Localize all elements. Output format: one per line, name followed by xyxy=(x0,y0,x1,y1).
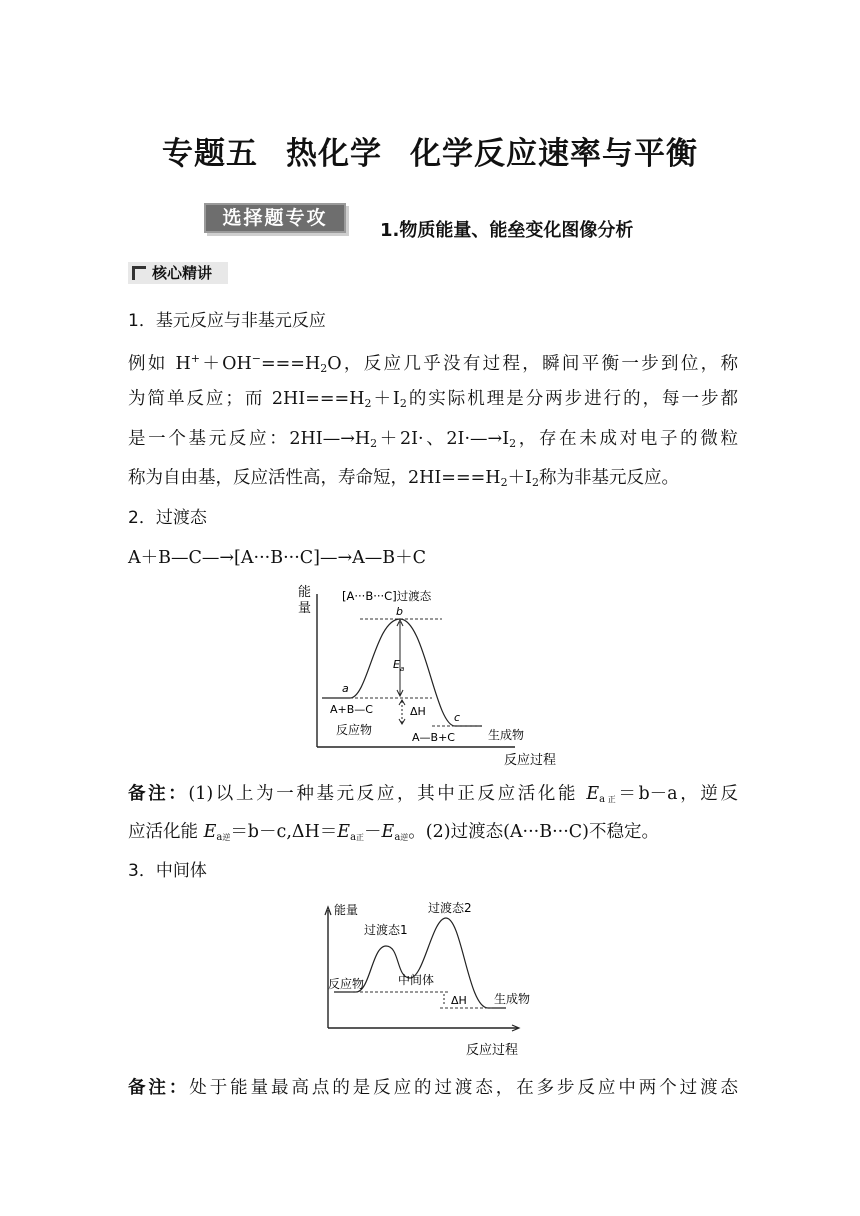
title-part-3: 化学反应速率与平衡 xyxy=(410,136,698,172)
equation-1: A＋B—C—→[A···B···C]—→A—B＋C xyxy=(128,548,427,568)
dh-label: ΔH xyxy=(410,705,426,718)
para1-line1: 例如 $H^++OH^-===H_2O$，反应几乎没有过程，瞬间平衡一步到位，称 xyxy=(128,352,738,375)
title-part-2: 热化学 xyxy=(286,136,382,172)
para1-line2: 为简单反应；而 $2HI===H_2+I_2$的实际机理是分两步进行的，每一步都 xyxy=(128,389,738,410)
heading-1: 1．基元反应与非基元反应 xyxy=(128,311,326,331)
product-label-2: 生成物 xyxy=(488,728,525,742)
reactant-label: A+B—C xyxy=(330,703,373,716)
ts2-label: 过渡态2 xyxy=(428,901,472,915)
para1-line4: 称为自由基，反应活性高，寿命短，$2HI===H_2+I_2$称为非基元反应。 xyxy=(128,468,679,489)
point-b: b xyxy=(396,605,403,618)
y-label-1: 能 xyxy=(298,585,312,600)
intermediate-label: 中间体 xyxy=(398,973,435,987)
product-label: A—B+C xyxy=(412,731,455,744)
note1-line1: 备注：(1)以上为一种基元反应，其中正反应活化能 Ea正＝b－a，逆反 xyxy=(128,784,738,805)
y-label-2: 能量 xyxy=(334,903,359,917)
heading-2: 2．过渡态 xyxy=(128,508,207,528)
y-label-2: 量 xyxy=(298,601,312,616)
ea-label: $E_a$ xyxy=(393,658,405,673)
section-badge: 选择题专攻 xyxy=(204,203,346,233)
section-subtitle: 1.物质能量、能垒变化图像分析 xyxy=(380,220,634,241)
core-label xyxy=(128,262,228,284)
x-label-2: 反应过程 xyxy=(466,1043,519,1058)
heading-3: 3．中间体 xyxy=(128,861,207,881)
energy-diagram-1 xyxy=(290,582,590,770)
core-label-text: 核心精讲 xyxy=(152,264,213,282)
reactant-label-2: 反应物 xyxy=(336,723,373,737)
page-title xyxy=(0,128,860,173)
note1-line2: 应活化能 Ea逆＝b－c,ΔH＝Ea正－Ea逆。(2)过渡态(A···B···C)不稳定。 xyxy=(128,822,659,843)
ts1-label: 过渡态1 xyxy=(364,923,408,937)
title-part-1: 专题五 xyxy=(162,136,258,172)
point-c: c xyxy=(454,711,461,724)
ts-label: [A···B···C]过渡态 xyxy=(342,589,432,603)
product-label-fig2: 生成物 xyxy=(494,992,531,1006)
x-label: 反应过程 xyxy=(504,753,557,768)
dh-label-2: ΔH xyxy=(451,994,467,1007)
reactant-label-fig2: 反应物 xyxy=(328,977,365,991)
corner-icon xyxy=(132,266,146,280)
energy-curve-2 xyxy=(334,918,506,1008)
note2-line1: 备注：处于能量最高点的是反应的过渡态，在多步反应中两个过渡态 xyxy=(128,1078,739,1098)
energy-diagram-2 xyxy=(310,896,540,1062)
para1-line3: 是一个基元反应：$2HI—\to H_2+2I\cdot$、$2I\cdot—\to I_2$，存在未成对电子的微粒 xyxy=(128,429,739,450)
point-a: a xyxy=(342,682,349,695)
